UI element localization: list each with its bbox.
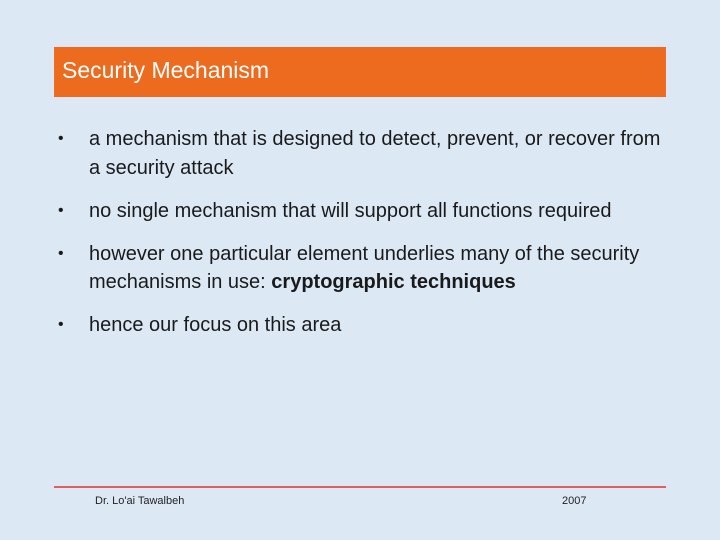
slide-title: Security Mechanism <box>62 56 270 83</box>
bullet-text: no single mechanism that will support all functions required <box>89 199 612 222</box>
bullet-icon: • <box>58 316 64 333</box>
slide-title-bar <box>54 47 666 97</box>
footer-author: Dr. Lo'ai Tawalbeh <box>95 495 185 507</box>
bullet-icon: • <box>58 201 64 219</box>
bullet-icon: • <box>58 130 64 147</box>
bullet-text: however one particular element underlies many of the security mechanisms in use: <box>89 242 640 293</box>
bullet-item <box>58 240 668 297</box>
bullet-item <box>58 125 668 182</box>
footer-divider <box>54 486 666 488</box>
bullet-emphasis-text: cryptographic techniques <box>271 271 516 293</box>
bullet-icon: • <box>58 244 64 262</box>
bullet-item <box>58 197 668 226</box>
footer-year: 2007 <box>562 495 587 507</box>
bullet-item <box>58 311 668 340</box>
bullet-text: hence our focus on this area <box>89 314 342 336</box>
bullet-text: a mechanism that is designed to detect, prevent, or recover from a security attack <box>89 128 661 179</box>
bullet-list <box>58 125 668 354</box>
